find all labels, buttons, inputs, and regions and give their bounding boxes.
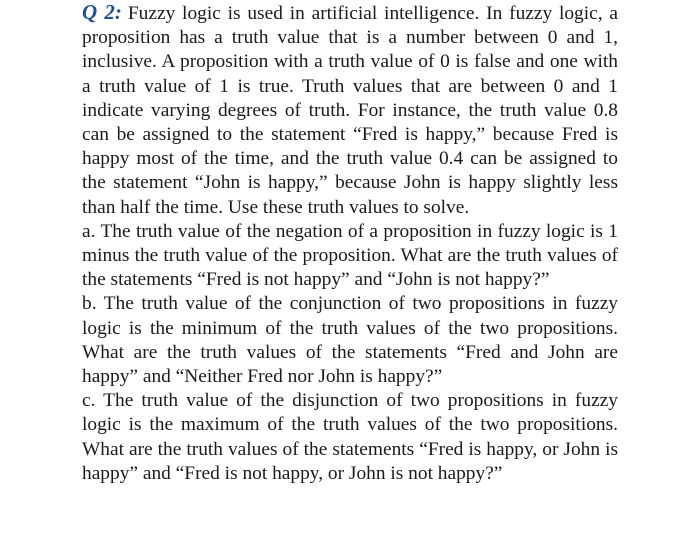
question-intro-paragraph [82, 0, 618, 220]
question-label: Q 2: [82, 0, 122, 24]
question-part-a: a. The truth value of the negation of a proposition in fuzzy logic is 1 minus the truth value of the proposition. What are the truth values of the statements “Fred is not happy” and “John is not happy?” [82, 220, 618, 291]
question-part-b: b. The truth value of the conjunction of two propositions in fuzzy logic is the minimum of the truth values of the two propositions. What are the truth values of the statements “Fred and John are happy” and “Neither Fred nor John is happy?” [82, 293, 618, 388]
question-intro: Fuzzy logic is used in artificial intelligence. In fuzzy logic, a proposition has a truth value that is a number between 0 and 1, inclusive. A proposition with a truth value of 0 is false and one with a truth value of 1 is true. Truth values that are between 0 and 1 indicate varying degrees of truth. For instance, the truth value 0.8 can be assigned to the statement “Fred is happy,” because Fred is happy most of the time, and the truth value 0.4 can be assigned to the statement “John is happy,” because John is happy slightly less than half the time. Use these truth values to solve. [82, 3, 618, 218]
question-document [82, 0, 618, 486]
question-part-c: c. The truth value of the disjunction of two propositions in fuzzy logic is the maximum of the truth values of the two propositions. What are the truth values of the statements “Fred is happy, or John is happy” and “Fred is not happy, or John is not happy?” [82, 390, 618, 484]
